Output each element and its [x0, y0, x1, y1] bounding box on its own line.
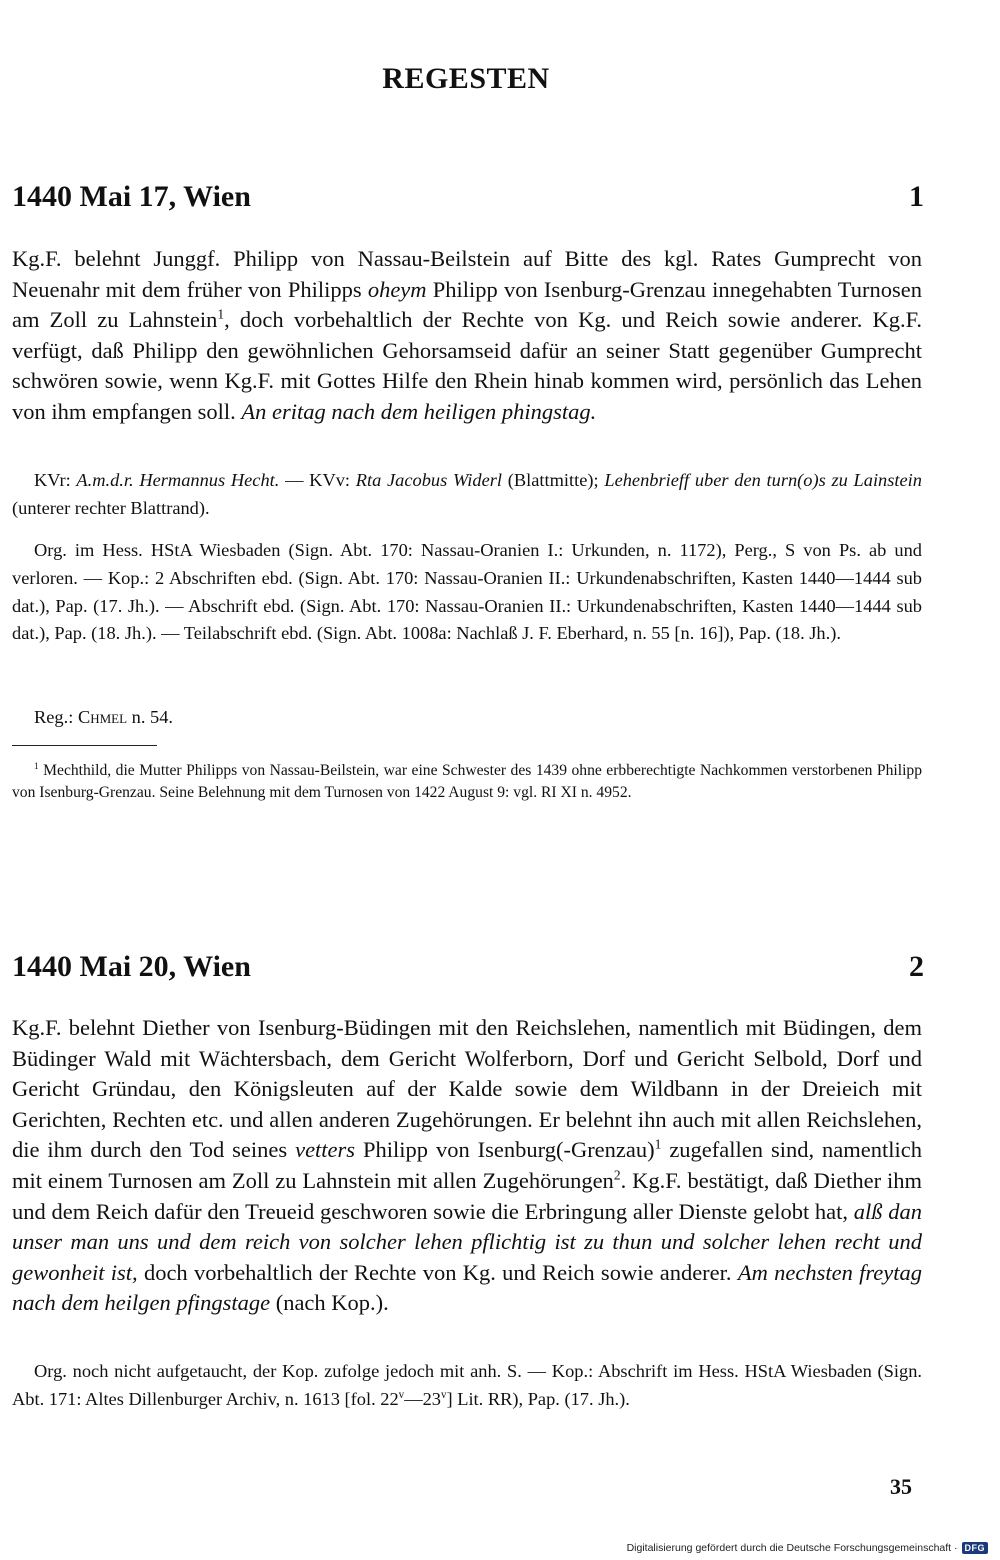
dfg-logo-icon: DFG [962, 1542, 989, 1554]
entry-1-footnote [12, 760, 922, 804]
footnote-divider [12, 745, 157, 746]
entry-1-endorsements [12, 467, 922, 523]
entry-2-date-place: 1440 Mai 20, Wien [12, 950, 251, 983]
entry-2-quoted-term: vetters [295, 1137, 356, 1163]
entry-2-text-part: . Kg.F. bestätigt, daß Diether ihm und dem Reich dafür den Treueid geschworen sowie die Erbringung aller Dienste gelobt hat, [12, 1167, 922, 1224]
entry-1-dating: An eritag nach dem heiligen phingstag. [241, 398, 597, 424]
entry-1-date-place: 1440 Mai 17, Wien [12, 180, 251, 213]
entry-2-text-part: (nach Kop.). [270, 1290, 389, 1316]
kvv-value: Rta Jacobus Widerl [355, 470, 503, 490]
kvv-note: (Blattmitte); [502, 470, 605, 490]
entry-2-text-part: doch vorbehaltlich der Rechte von Kg. und Reich sowie anderer. [137, 1259, 738, 1285]
entry-2-dating: Am nechsten freytag nach dem heilgen pfingstage [12, 1259, 922, 1316]
entry-2-regest-text [12, 1013, 922, 1319]
entry-1-regest-reference [12, 704, 922, 732]
entry-2-heading [12, 950, 924, 984]
page-number: 35 [890, 1474, 912, 1499]
kvv-title: Lehenbrieff uber den turn(o)s zu Lainstein [604, 470, 922, 490]
footnote-marker: 1 [217, 306, 225, 322]
footnote-marker: 2 [613, 1167, 621, 1183]
entry-1-tradition: Org. im Hess. HStA Wiesbaden (Sign. Abt. 170: Nassau-Oranien I.: Urkunden, n. 1172), Perg., S von Ps. ab und verloren. — Kop.: 2 Abschriften ebd. (Sign. Abt. 170: Nassau-Oranien II.: Urkundenabschriften, Kasten 1440—1444 sub dat.), Pap. (17. Jh.). — Abschrift ebd. (Sign. Abt. 170: Nassau-Oranien II.: Urkundenabschriften, Kasten 1440—1444 sub dat.), Pap. (18. Jh.). — Teilabschrift ebd. (Sign. Abt. 1008a: Nachlaß J. F. Eberhard, n. 55 [n. 16]), Pap. (18. Jh.). [12, 540, 922, 644]
entry-2-text-part: Philipp von Isenburg(-Grenzau) [355, 1137, 655, 1163]
footnote-number: 1 [34, 761, 39, 772]
entry-2-org-text: ] Lit. RR), Pap. (17. Jh.). [446, 1388, 630, 1409]
footnote-text: Mechthild, die Mutter Philipps von Nassau-Beilstein, war eine Schwester des 1439 ohne erbberechtigte Nachkommen verstorbenen Philipp von Isenburg-Grenzau. Seine Belehnung mit dem Turnosen von 1422 August 9: vgl. RI XI n. 4952. [12, 762, 922, 801]
entry-2-tradition [12, 1358, 922, 1414]
entry-2-org-text: —23 [404, 1388, 441, 1409]
entry-1-text-part: , doch vorbehaltlich der Rechte von Kg. und Reich sowie anderer. Kg.F. verfügt, daß Philipp den gewöhnlichen Gehorsamseid dafür an seiner Statt gegenüber Gumprecht schwören sowie, wenn Kg.F. mit Gottes Hilfe den Rhein hinab kommen wird, persönlich das Lehen von ihm empfangen soll. [12, 307, 922, 424]
kvr-value: A.m.d.r. Hermannus Hecht. [76, 470, 280, 490]
entry-2-org-text: Org. noch nicht aufgetaucht, der Kop. zufolge jedoch mit anh. S. — Kop.: Abschrift im Hess. HStA Wiesbaden (Sign. Abt. 171: Altes Dillenburger Archiv, n. 1613 [fol. 22 [12, 1361, 922, 1409]
credit-text: Digitalisierung gefördert durch die Deutsche Forschungsgemeinschaft · [626, 1542, 958, 1554]
entry-2-quotation: alß dan unser man uns und dem reich von solcher lehen pflichtig ist zu thun und solcher lehen recht und gewonheit ist, [12, 1198, 922, 1285]
entry-1-text-part: Kg.F. belehnt Junggf. Philipp von Nassau-Beilstein auf Bitte des kgl. Rates Gumprecht von Neuenahr mit dem früher von Philipps [12, 246, 922, 302]
kvv-label: — KVv: [279, 470, 356, 490]
entry-1-heading [12, 180, 924, 214]
reg-number: n. 54. [127, 707, 174, 727]
reg-label: Reg.: [34, 707, 78, 727]
page-title: REGESTEN [382, 62, 550, 95]
folio-verso: v [398, 1388, 405, 1401]
funding-credit [627, 1542, 988, 1554]
entry-2-text-part: Kg.F. belehnt Diether von Isenburg-Büdingen mit den Reichslehen, namentlich mit Büdingen, dem Büdinger Wald mit Wächtersbach, dem Gericht Wolferborn, Dorf und Gericht Selbold, Dorf und Gericht Gründau, den Königsleuten auf der Kalde sowie dem Wildbann in der Dreieich mit Gerichten, Rechten etc. und allen anderen Zugehörungen. Er belehnt ihn auch mit allen Reichslehen, die ihm durch den Tod seines [12, 1015, 922, 1163]
entry-1-quoted-term: oheym [367, 276, 427, 302]
entry-1-text-part: Philipp von Isenburg-Grenzau innegehabten Turnosen am Zoll zu Lahnstein [12, 276, 922, 333]
kvv-note: (unterer rechter Blattrand). [12, 497, 210, 518]
footnote-marker: 1 [654, 1136, 662, 1152]
kvr-label: KVr: [34, 470, 77, 490]
reg-author: Chmel [77, 707, 128, 727]
folio-verso: v [440, 1388, 447, 1401]
entry-1-number: 1 [909, 180, 924, 213]
entry-2-text-part: zugefallen sind, namentlich mit einem Turnosen am Zoll zu Lahnstein mit allen Zugehörungen [12, 1137, 922, 1193]
entry-2-number: 2 [909, 950, 924, 983]
entry-1-regest-text [12, 244, 922, 428]
